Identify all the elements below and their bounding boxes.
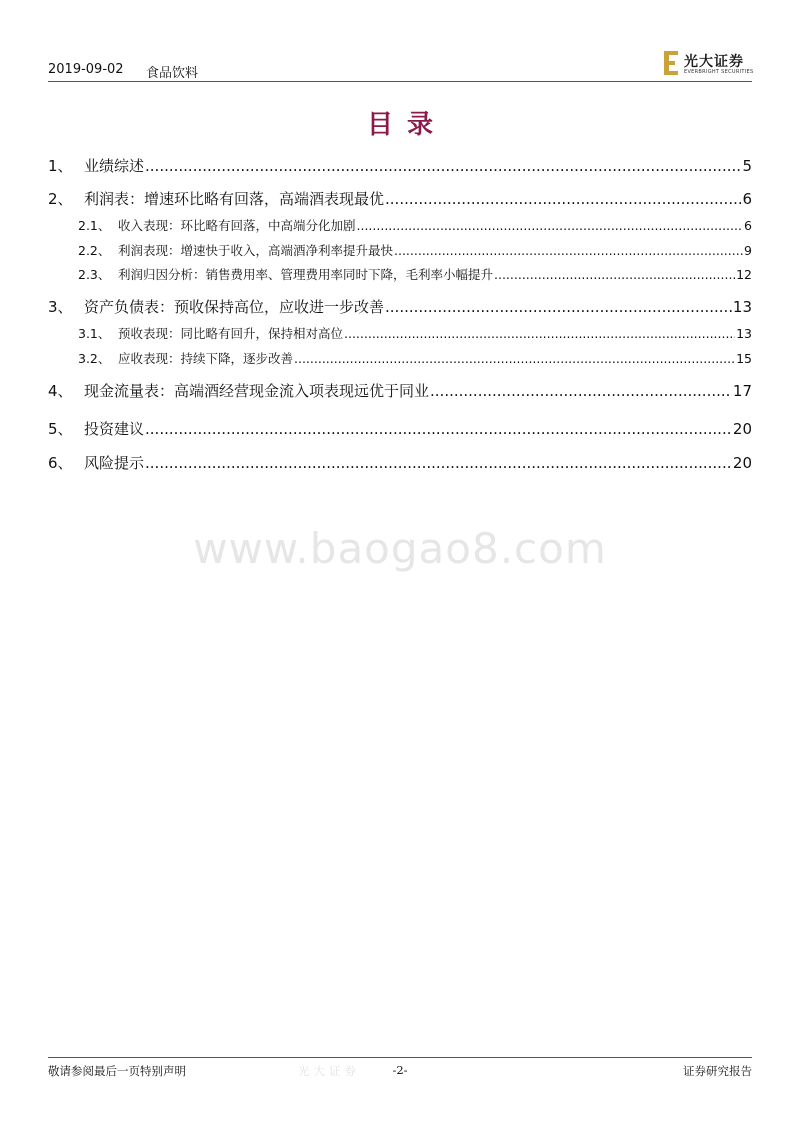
toc-entry-title: 应收表现：持续下降，逐步改善: [118, 351, 294, 366]
toc-entry-title: 风险提示: [84, 454, 145, 472]
toc-entry-number: 3.1、: [78, 326, 111, 341]
toc-entry-page: 20: [732, 420, 752, 438]
toc-leader-dots: [394, 243, 743, 258]
toc-entry[interactable]: [48, 452, 752, 473]
toc-leader-dots: [145, 157, 741, 175]
toc-entry-number: 3、: [48, 298, 73, 316]
report-category: 食品饮料: [146, 66, 199, 81]
toc-leader-dots: [494, 267, 735, 282]
toc-entry-page: 17: [732, 382, 752, 400]
toc-entry-number: 2.1、: [78, 218, 111, 233]
toc-entry-page: 12: [736, 267, 752, 282]
toc-entry-number: 2、: [48, 190, 73, 208]
toc-entry-page: 9: [744, 243, 752, 258]
toc-entry-number: 5、: [48, 420, 73, 438]
toc-entry-number: 3.2、: [78, 351, 111, 366]
toc-entry-title: 投资建议: [84, 420, 145, 438]
toc-entry-title: 业绩综述: [84, 157, 145, 175]
toc-entry-title: 收入表现：环比略有回落，中高端分化加剧: [118, 218, 356, 233]
toc-leader-dots: [145, 420, 732, 438]
report-date: 2019-09-02: [48, 62, 124, 77]
toc-entry-title: 利润表现：增速快于收入，高端酒净利率提升最快: [118, 243, 394, 258]
toc-entry[interactable]: [48, 349, 752, 367]
toc-leader-dots: [344, 326, 735, 341]
toc-entry-page: 13: [736, 326, 752, 341]
company-logo: [662, 50, 752, 78]
toc-leader-dots: [294, 351, 735, 366]
toc-entry-title: 利润表：增速环比略有回落，高端酒表现最优: [84, 190, 385, 208]
toc-entry-number: 2.2、: [78, 243, 111, 258]
toc-entry[interactable]: [48, 265, 752, 283]
toc-entry-number: 2.3、: [78, 267, 111, 282]
page-header: [48, 48, 752, 80]
toc-entry-title: 利润归因分析：销售费用率、管理费用率同时下降，毛利率小幅提升: [118, 267, 494, 282]
toc-entry-number: 1、: [48, 157, 73, 175]
watermark: www.baogao8.com: [193, 524, 607, 573]
toc-entry-title: 现金流量表：高端酒经营现金流入项表现远优于同业: [84, 382, 430, 400]
toc-leader-dots: [145, 454, 732, 472]
toc-entry-number: 4、: [48, 382, 73, 400]
toc-leader-dots: [385, 298, 732, 316]
toc-entry[interactable]: [48, 324, 752, 342]
toc-entry[interactable]: [48, 155, 752, 176]
toc-entry-page: 15: [736, 351, 752, 366]
toc-entry-number: 6、: [48, 454, 73, 472]
toc-entry[interactable]: [48, 188, 752, 209]
toc-entry-title: 资产负债表：预收保持高位，应收进一步改善: [84, 298, 385, 316]
toc-entry-page: 5: [742, 157, 752, 175]
toc-entry[interactable]: [48, 418, 752, 439]
header-divider: [48, 81, 752, 82]
footer-disclaimer: 敬请参阅最后一页特别声明: [48, 1064, 186, 1078]
page-title: 目录: [366, 110, 447, 140]
toc-entry-title: 预收表现：同比略有回升，保持相对高位: [118, 326, 344, 341]
footer-faint-mark: 光大证券: [298, 1064, 360, 1078]
logo-mark-icon: [662, 50, 682, 76]
toc-entry-page: 20: [732, 454, 752, 472]
toc-leader-dots: [430, 382, 732, 400]
logo-text-cn: 光大证券: [684, 54, 744, 70]
logo-text-en: EVERBRIGHT SECURITIES: [684, 69, 754, 75]
footer-page-number: -2-: [392, 1063, 408, 1077]
toc-entry[interactable]: [48, 296, 752, 317]
toc-leader-dots: [385, 190, 741, 208]
toc-entry-page: 6: [744, 218, 752, 233]
toc-leader-dots: [357, 218, 744, 233]
toc-entry-page: 6: [742, 190, 752, 208]
toc-entry[interactable]: [48, 241, 752, 259]
toc-entry-page: 13: [732, 298, 752, 316]
toc-entry[interactable]: [48, 216, 752, 234]
footer-report-type: 证券研究报告: [683, 1064, 752, 1078]
footer-divider: [48, 1057, 752, 1058]
toc-entry[interactable]: [48, 380, 752, 401]
